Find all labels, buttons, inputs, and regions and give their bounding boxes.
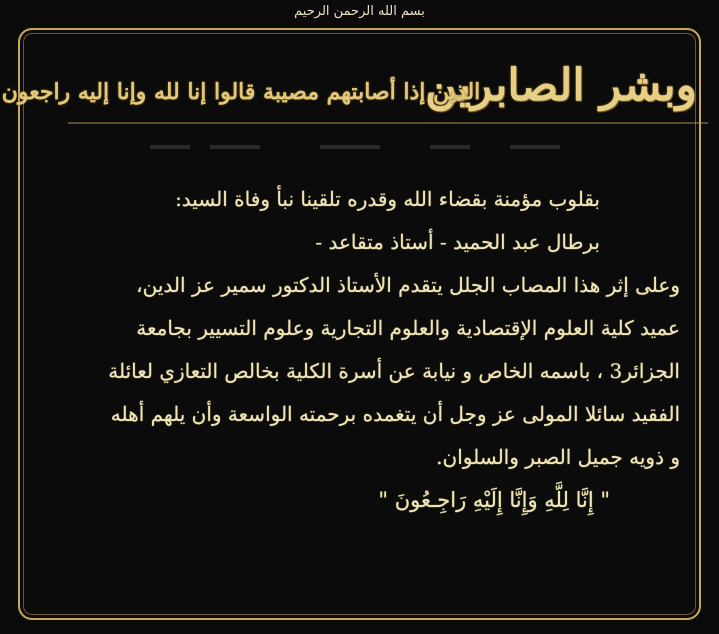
text-line-2: برطال عبد الحميد - أستاذ متقاعد -: [315, 230, 600, 254]
condolence-text: [40, 178, 680, 522]
calligraphy-header: [1, 32, 697, 136]
flourish-line: [68, 120, 708, 126]
text-line-4: عميد كلية العلوم الإقتصادية والعلوم التجارية وعلوم التسيير بجامعة: [136, 316, 680, 340]
text-line-1: بقلوب مؤمنة بقضاء الله وقدره تلقينا نبأ وفاة السيد:: [175, 187, 600, 211]
calligraphy-main: وبشر الصابرين: [425, 59, 697, 111]
quran-quote: " إِنَّا لِلَّهِ وَإِنَّا إِلَيْهِ رَاجِـعُونَ ": [378, 488, 610, 512]
text-line-7: و ذويه جميل الصبر والسلوان.: [436, 445, 680, 469]
text-line-5: الجزائر3 ، باسمه الخاص و نيابة عن أسرة الكلية بخالص التعازي لعائلة: [108, 359, 680, 383]
calligraphy-verse: الذين إذا أصابتهم مصيبة قالوا إنا لله وإنا إليه راجعون: [1, 79, 481, 105]
text-line-3: وعلى إثر هذا المصاب الجلل يتقدم الأستاذ الدكتور سمير عز الدين،: [136, 273, 680, 297]
decorative-smudges: [150, 142, 580, 152]
bismillah-header: بسم الله الرحمن الرحيم: [294, 4, 425, 19]
text-line-6: الفقيد سائلا المولى عز وجل أن يتغمده برحمته الواسعة وأن يلهم أهله: [110, 402, 680, 426]
